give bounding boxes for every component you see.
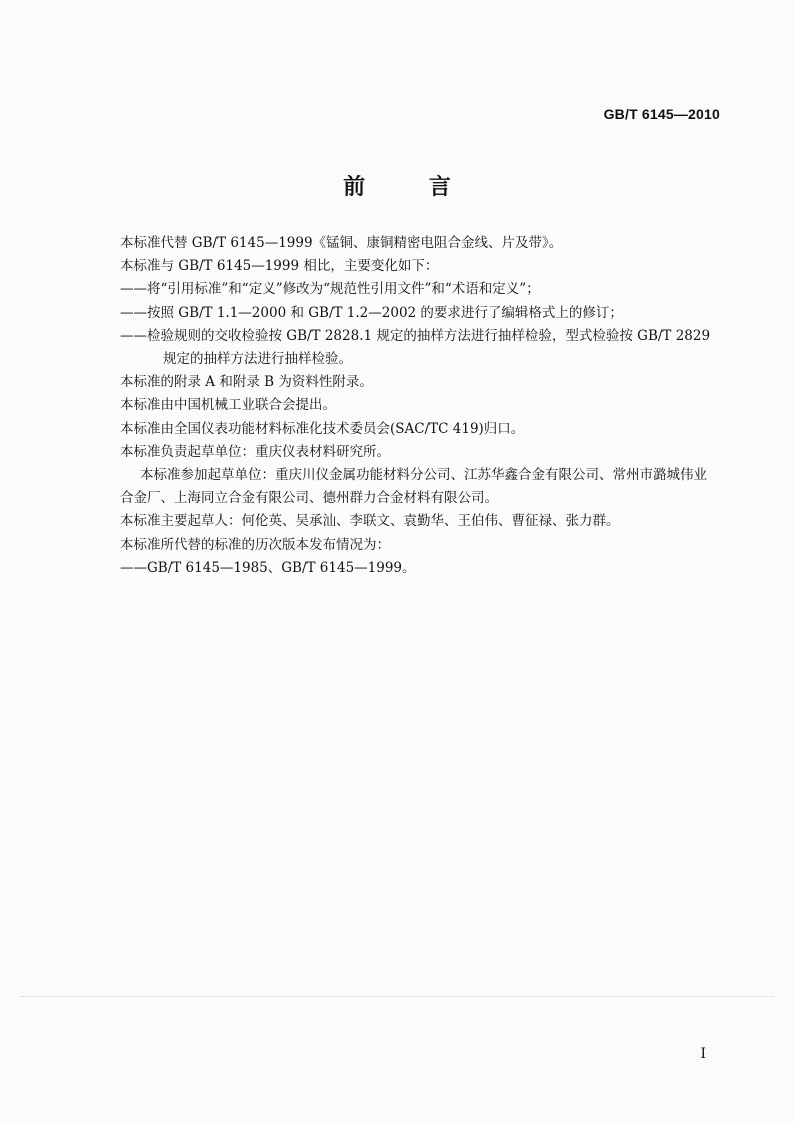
paragraph-replaces: 本标准代替 GB/T 6145—1999《锰铜、康铜精密电阻合金线、片及带》。 <box>120 235 563 251</box>
page-number: I <box>700 1046 706 1062</box>
list-item-change-3-continued: 规定的抽样方法进行抽样检验。 <box>163 351 352 368</box>
foreword-body <box>120 232 716 580</box>
paragraph-main-drafters: 本标准主要起草人：何伦英、吴承汕、李联文、袁勤华、王伯伟、曹征禄、张力群。 <box>120 513 620 530</box>
scan-divider <box>20 996 774 997</box>
list-item-change-3: ——检验规则的交收检验按 GB/T 2828.1 规定的抽样方法进行抽样检验，型式检验按 GB/T 2829 <box>120 327 711 344</box>
paragraph-under-jurisdiction: 本标准由全国仪表功能材料标准化技术委员会(SAC/TC 419)归口。 <box>120 420 525 437</box>
list-item-change-1: ——将“引用标准”和“定义”修改为“规范性引用文件”和“术语和定义”； <box>120 281 540 298</box>
list-item-change-2: ——按照 GB/T 1.1—2000 和 GB/T 1.2—2002 的要求进行了编辑格式上的修订； <box>120 304 623 321</box>
paragraph-participating-drafters: 本标准参加起草单位：重庆川仪金属功能材料分公司、江苏华鑫合金有限公司、常州市潞城伟业合金厂、上海同立合金有限公司、德州群力合金材料有限公司。 <box>120 467 707 507</box>
paragraph-responsible-drafter: 本标准负责起草单位：重庆仪表材料研究所。 <box>120 443 390 460</box>
standard-code: GB/T 6145—2010 <box>603 106 720 122</box>
page-title: 前 言 <box>343 175 479 200</box>
paragraph-proposed-by: 本标准由中国机械工业联合会提出。 <box>120 397 336 414</box>
list-item-previous-versions: ——GB/T 6145—1985、GB/T 6145—1999。 <box>120 559 416 576</box>
paragraph-version-history-intro: 本标准所代替的标准的历次版本发布情况为： <box>120 536 390 553</box>
paragraph-changes-intro: 本标准与 GB/T 6145—1999 相比，主要变化如下： <box>120 258 439 275</box>
paragraph-appendix: 本标准的附录 A 和附录 B 为资料性附录。 <box>120 374 373 391</box>
